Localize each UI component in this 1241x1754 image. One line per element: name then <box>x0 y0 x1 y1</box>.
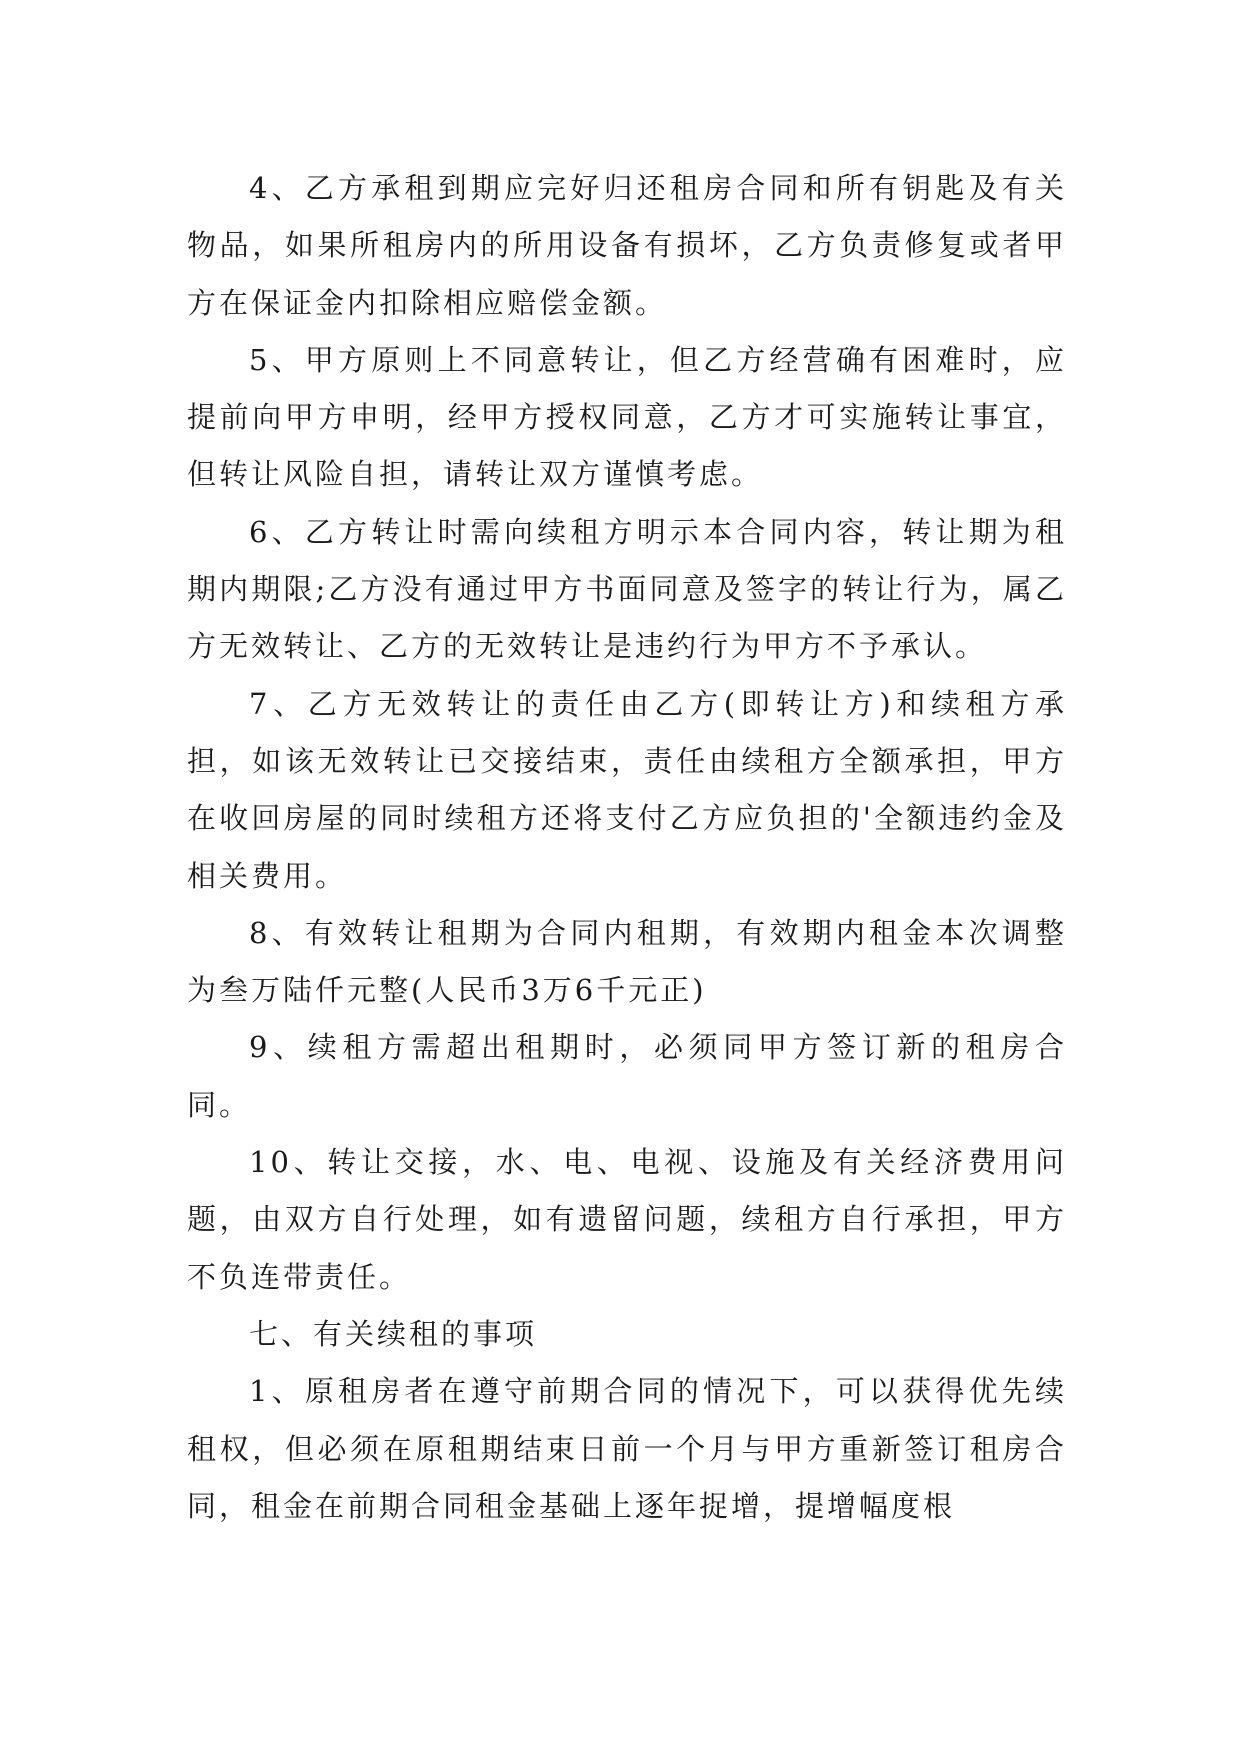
document-body <box>187 160 1067 1535</box>
paragraph-renewal-clause-1: 1、原租房者在遵守前期合同的情况下，可以获得优先续租权，但必须在原租期结束日前一个月与甲方重新签订租房合同，租金在前期合同租金基础上逐年捉增，提增幅度根 <box>187 1374 1067 1523</box>
section-heading-renewal: 七、有关续租的事项 <box>249 1316 538 1351</box>
paragraph-clause-7: 7、乙方无效转让的责任由乙方(即转让方)和续租方承担，如该无效转让已交接结束，责任由续租方全额承担，甲方在收回房屋的同时续租方还将支付乙方应负担的'全额违约金及相关费用。 <box>187 686 1067 893</box>
paragraph-clause-6: 6、乙方转让时需向续租方明示本合同内容，转让期为租期内期限;乙方没有通过甲方书面同意及签字的转让行为，属乙方无效转让、乙方的无效转让是违约行为甲方不予承认。 <box>187 514 1067 664</box>
paragraph-clause-9: 9、续租方需超出租期时，必须同甲方签订新的租房合同。 <box>187 1030 1067 1122</box>
paragraph-clause-5: 5、甲方原则上不同意转让，但乙方经营确有困难时，应提前向甲方申明，经甲方授权同意，乙方才可实施转让事宜，但转让风险自担，请转让双方谨慎考虑。 <box>187 342 1067 492</box>
paragraph-clause-8: 8、有效转让租期为合同内租期，有效期内租金本次调整为叁万陆仟元整(人民币3万6千元正) <box>187 915 1067 1008</box>
paragraph-clause-4: 4、乙方承租到期应完好归还租房合同和所有钥匙及有关物品，如果所租房内的所用设备有损坏，乙方负责修复或者甲方在保证金内扣除相应赔偿金额。 <box>187 171 1067 320</box>
paragraph-clause-10: 10、转让交接，水、电、电视、设施及有关经济费用问题，由双方自行处理，如有遗留问题，续租方自行承担，甲方不负连带责任。 <box>187 1145 1067 1294</box>
